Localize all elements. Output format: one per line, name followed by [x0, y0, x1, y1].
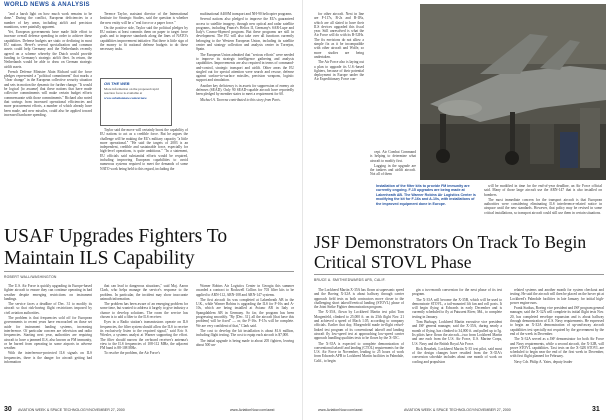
footer-left: AVIATION WEEK & SPACE TECHNOLOGY/NOVEMBER 27, 2000: [18, 408, 125, 412]
left-byline: ROBERT WALL/WASHINGTON: [4, 275, 57, 279]
paragraph: The problem is that frequencies sold off for European governments to recent years have encroached on those set aside for instrument landing systems, increasing interference. Of particular concern are television and radio frequencies. Starting next year, authorities are requiring aircraft to have a jammed ILS, also known as FM immunity, or be barred from operating in some airports in adverse weather.: [4, 316, 92, 351]
paragraph: Another key deficiency is in assets for suppression of enemy air defenses (SEAD). Only 90 SEAD-capable aircraft have reportedly been pledged by member states to meet a requirement for 60.: [196, 83, 294, 97]
left-col-3: [196, 12, 294, 222]
web-box-text: More information on the proposed rapid reaction force is available at: [104, 87, 159, 95]
footer-right: AVIATION WEEK & SPACE TECHNOLOGY/NOVEMBER 27, 2000: [404, 408, 511, 412]
paragraph: The Air Force also is laying out a plan to upgrade its U.S.-based fighters, because of their potential deployment in Europe under the Air Expeditionary Force con-: [314, 60, 364, 82]
left-col-2-top: [100, 12, 188, 76]
paragraph: The initial upgrade is being made to about 205 fighters, leaving about 500 un-: [196, 338, 294, 347]
paragraph: The X-35A, flown by Lockheed Martin test pilot Tom Morgenfeld, climbed to 25,000 ft. on its 25th flight Nov. 21 and achieved a speed of Mach 1.05, according to company officials. Earlier that day, Morgenfeld made in-flight refuel-linked test program of its conventional takeoff and landing aircraft fly low-speed test at approaching low-speed carrier approach handling qualities tests to be flown by the X-35C.: [314, 310, 404, 341]
right-col-c: [484, 184, 602, 228]
right-bottom-col-1: [314, 288, 404, 402]
paragraph: cept. Air Combat Command is helping to determine what aircraft to modify first.: [370, 150, 416, 163]
paragraph: related systems and another month for system checkout and testing. He said the aircraft will then be placed on the hover pit at Lockheed's Palmdale facilities in late January for initial high-power engine runs.: [510, 288, 604, 305]
paragraph: The U.S. Air Force is quickly upgrading its Europe-based fighter aircraft to ensure they can continue operating in bad weather despite emerging restrictions on instrument landings.: [4, 284, 92, 301]
right-headline: JSF Demonstrators On Track To Begin Critical STOVL Phase: [314, 232, 587, 272]
left-col-1: [4, 12, 92, 222]
left-col-2-bottom: [100, 128, 188, 222]
paragraph: The European Union admitted that "serious efforts" were needed to improve its strategic intelligence gathering and analysis capabilities. Improvements are also required in terms of command-and-control, strategic transport and airlift. Other areas the EU singled out for special attention were search and rescue, defense against surface-to-surface missiles, precision weapons, logistic support and simulation.: [196, 52, 294, 83]
paragraph: will be modified in time for the end-of-year deadline, an Air Force official said. Many of those large aircraft use the ARN-147 that is also installed on bombers.: [484, 184, 602, 197]
paragraph: Several nations also pledged to improve the EU's guaranteed access to satellite imagery, through new optical and radar satellite programs, including France's Helios II, Germany's SAR-Lupe and Italy's Cosmo-Skymed program. But these programs are still in development. The EU will also take over all functions currently belonging to the Western European Union, including its satellite center and strategy collection and analysis center in Torrejon, Spain.: [196, 17, 294, 52]
page-number-right: 31: [592, 406, 600, 413]
paragraph: The Lockheed Martin X-35A has flown at supersonic speed and the Boeing X-32A is about halfway through carrier approach field tests as both contractors move closer to the challenging short takeoff/vertical landing (STOVL) phase of the Joint Strike Fighter demonstration program.: [314, 288, 404, 310]
paragraph: The X-32A served as a JSF demonstrator for both Air Force and Navy requirements, while a second aircraft, the X-32B, will prove STOVL capabilities. Taxi tests on the X-32B STOVL are scheduled to begin near the end of the first week in December, with first flight planned for February.: [510, 337, 604, 359]
paragraph: Frank Statkus, Boeing vice president and JSF program general manager, said the X-32A will complete its initial flight tests Nov. 20, has completed envelope expansion and is about halfway through demonstration of U.S. Navy requirements. He expressed to begin an X-32A demonstration of up-and-away aircraft capabilities test specially not required by the government by the end of the week in December.: [510, 306, 604, 336]
paragraph: Lagging in the upgrade are the tankers and airlift aircraft. Not all of them: [370, 163, 416, 177]
right-byline: BRUCE A. SMITH/EDWARDS AFB, CALIF.: [314, 278, 386, 282]
paragraph: The most immediate concern for the transport aircraft is that European authorities were considering eliminating ILS interference-related notice in airspace until the new standards. However, that policy may be revised in some critical installations, so transport aircraft could still use them in certain situations.: [484, 197, 602, 215]
paragraph: Rick Rezabek, Lockheed Martin X-35 test pilot, said most of the design changes have resulted from the X-35A's conversion schedule includes about one month of work on cooling and propulsion: [412, 346, 502, 364]
web-box-url[interactable]: www.aviationnow.com/avnow: [104, 96, 147, 100]
page-number-left: 30: [4, 406, 12, 413]
paragraph: Eyes in a Radio station's transmissions operate on ILS frequencies, the filter system should allow the ILS to receive its exclusively listen to the required signal," said Eric S. Wiesler, a systems analyst at Warner supporting the effort. The filter should narrow the on-board receiver's antenna's view to the ILS frequencies of 108-112 MHz, the adjacent FM band is 88-108 MHz.: [100, 320, 188, 351]
right-col-b: [370, 150, 416, 182]
paragraph: gin a two-month conversion for the next phase of its test program.: [412, 288, 502, 297]
section-label: WORLD NEWS & ANALYSIS: [4, 2, 90, 8]
left-bottom-col-1: [4, 284, 92, 400]
paragraph: Tom Burbage, Lockheed Martin executive vice president and JSF general manager, said the X-35A, during nearly a month of flying, has climbed to 34,000 ft. and pulled up to 5g. Its pilots have flown the aircraft—two from Lockheed Martin and one each from the U.S. Air Force, U.S. Marine Corps, U.S. Navy and the British Royal Air Force.: [412, 320, 502, 346]
site-right[interactable]: www.AviationNow.com/awst: [318, 408, 363, 412]
byline-note: Michael A. Taverna contributed to this story from Paris.: [200, 97, 281, 102]
paragraph: French Defense Minister Alain Richard said the force pledges represented a "political commitment" that marks a "clear change" in the European collective security situation and sets in motion the dynamic for further change. "It would be logical [to assume] that these nations that have made collective commitments will make certain budget efforts commensurate with those commitments." Richard also noted that savings from increased operational efficiencies and more procurement efforts, a number of which already have been made, and new missiles, could also be applied toward increased hardware spending.: [4, 69, 92, 117]
right-bottom-col-2: [412, 288, 502, 402]
right-col-a: [314, 12, 364, 182]
left-headline: USAF Upgrades Fighters To Maintain ILS Capability: [4, 226, 228, 269]
paragraph: Terence Taylor, assistant director of the International Institute for Strategic Studies, said the question is whether the new entity will be a "real force or a paper force.": [100, 12, 188, 25]
divider: [314, 274, 604, 275]
left-bottom-col-3: [196, 284, 294, 400]
left-bottom-col-2: [100, 284, 188, 400]
paragraph: On the positive side, Taylor said the political pledges by EU nations at least commits them on paper to target force goals and to improve standards along the lines of NATO's capabilities improvement initiative. But there is little sign of the money to fit national defense budgets to do these necessary tasks.: [100, 25, 188, 52]
paragraph: The service faces a deadline of Dec. 31 to modify its aircraft so that risk-having flight restrictions imposed by civil aviation authorities.: [4, 302, 92, 315]
paragraph: The first aircraft fix was completed at Lakenheath AB in the U.K., while Warner Robins is upgrading the ILS for F-16s and A-10s, which are being installed at Aviano AB in Italy or Spangdahlem AB in Germany. So far, the program has been progressing smoothly. "By [Dec. 31], all the aircraft [that have this problem] will be fixed" — or, the F-16s. F-15s will be complete. We are very confident of that," Clark said.: [196, 297, 294, 328]
photo-illustration: [420, 4, 606, 180]
paragraph: for other aircraft. Next in line are F-117s, B-2s and B-1Bs, which are all slated to have their ILS devices upgraded this fiscal year. Still unresolved is what the Air Force will do with its B-52Hs. The fix envisions do not allow a simple fix as it be incompatible with other aircraft and Wolfe, so more studies are being undertaken.: [314, 12, 364, 59]
paragraph: The X-35A is expected to complete demonstration of conventional takeoff and landing (CTOL) requirements for the U.S. Air Force in November, leading to 25 hours of work from Edwards AFB to Lockheed Martin facilities in Palmdale, Calif., to begin: [314, 341, 404, 363]
web-box-title: ON THE WEB: [104, 81, 130, 86]
paragraph: Navy Cdr. Philip A. Yates, deputy leader: [514, 359, 573, 364]
paragraph: The X-35A will become the X-35B, which will be used to demonstrate STOVL, a tail-mounted lift fan and roll posts. It will begin flying at Edwards in early December and is currently scheduled to fly at Patuxent River, Md., to complete testing in January.: [412, 297, 502, 319]
photo-caption: Installation of the filter kits to provide FM immunity are currently ongoing. F-15 upgrades are being made at Lakenheath AB. The Warner Robins Air Logistics Center is modifying the kit for F-16s and A-10s, with installations of the improved equipment done in Europe.: [376, 184, 476, 206]
site-left[interactable]: www.AviationNow.com/awst: [230, 408, 275, 412]
paragraph: To resolve the problem, the Air Force's: [104, 351, 160, 356]
paragraph: The problem has been aware of an emerging problem for some time, but wanted to address it largely to give industry a chance to develop solutions. The room the service has chosen is to add a filter to the ILS receiver.: [100, 302, 188, 320]
paragraph: Warner Robins Air Logistics Center in Georgia this summer awarded a contract to Rockwell Collins for 703 filter kits to be applied to ARN-112, ARN-108 and ARN-147 systems.: [196, 284, 294, 297]
right-bottom-col-3: [510, 288, 604, 402]
paragraph: that can lead to dangerous situations," said Maj. Aaron Clark, who helps manage the service's response to the problem. In particular, the incident may show inaccurate azimuth information.: [100, 284, 188, 301]
paragraph: With the interference-protected ILS signals on ILS frequencies, there is the danger for aircraft getting bad information: [4, 351, 92, 365]
paragraph: The cost to develop the kit installation is about $1.6 million, including flight testing. The cost to equip each aircraft is $7,000.: [196, 328, 294, 338]
page-gutter: [302, 0, 303, 420]
paragraph: multinational A400M transport and NH-90 helicopter programs.: [200, 12, 293, 16]
paragraph: Yet, European governments have made little effort to increase overall defense spending in order to achieve these capabilities. Defense budgets are static or declining in most EU nations. Hervé's several specialization and common assets could help Germany and the Netherlands recently agreed on a scheme whereby the Dutch would provide funding to Germany's strategic airlift fleet. In return, the Netherlands would be able to draw on German strategic airlift assets.: [4, 30, 92, 69]
on-the-web-box: [100, 78, 172, 126]
paragraph: Taylor said the move will certainly boost the capability of EU nations to act as a credible force. But he argues the challenge will be making the EU's military capacity "a little more operational." "He said the targets of 2003 is an independent, credible and sustainable force, especially for high-level operations, is quite ambitious." "In a statement, EU officials said substantial efforts would be required, including improving European capabilities to avoid numerous systems required to meet the demands of some NATO work being held to this regard, including the: [100, 128, 188, 171]
fighter-jet-photo: [420, 4, 606, 180]
divider: [4, 271, 294, 272]
paragraph: "and a harsh light on how much work remains to be done." During the conflict, European deficiencies in a number of key areas, including airlift and precision munitions, were painfully apparent.: [4, 12, 92, 29]
